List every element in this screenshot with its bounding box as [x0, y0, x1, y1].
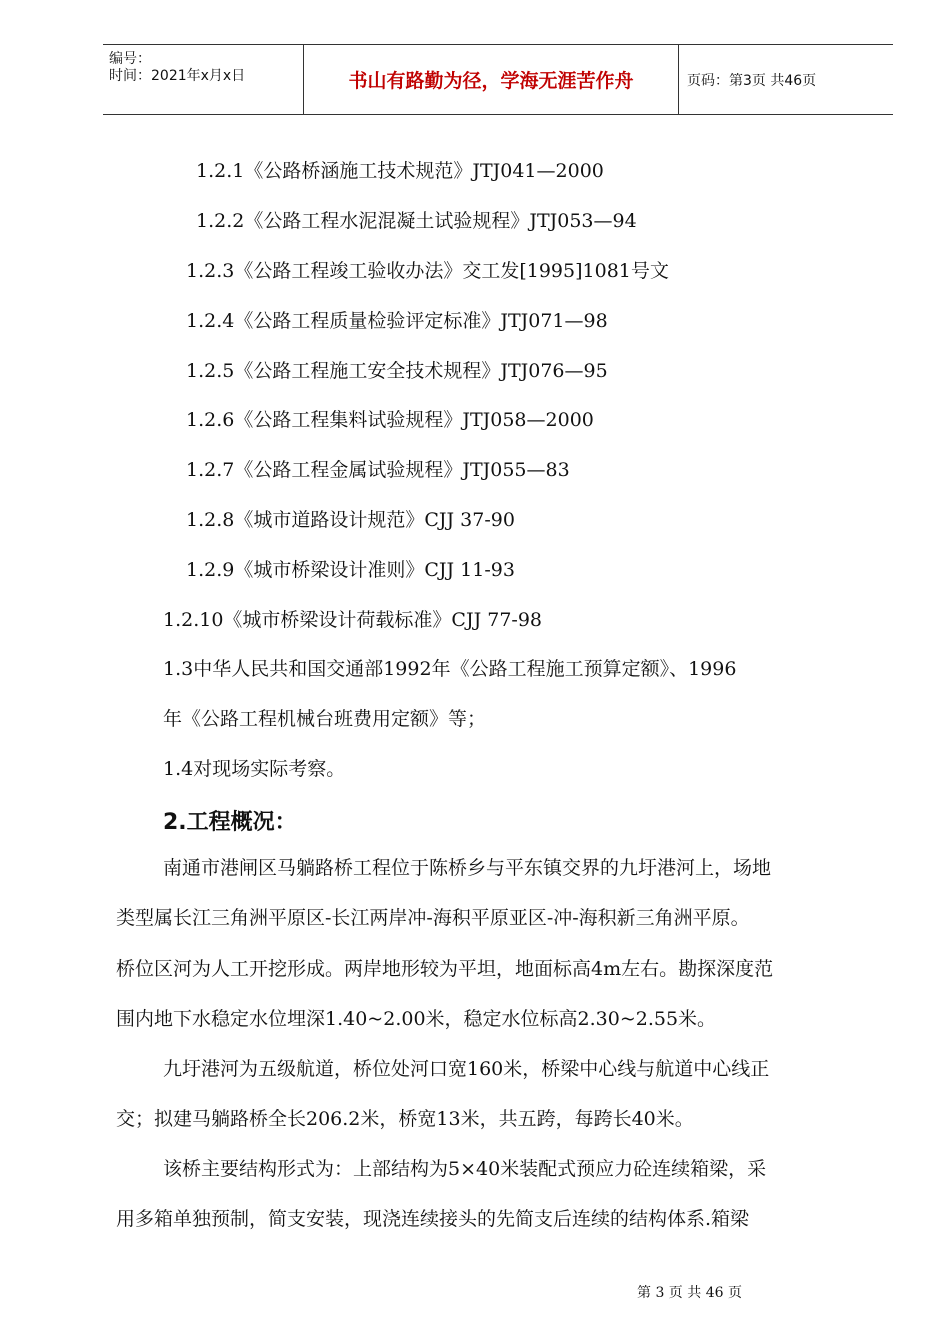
reference-item: 1.2.2《公路工程水泥混凝土试验规程》JTJ053—94 [196, 210, 637, 232]
body-line: 该桥主要结构形式为：上部结构为5×40米装配式预应力砼连续箱梁，采 [163, 1158, 767, 1180]
body-line: 用多箱单独预制，简支安装，现浇连续接头的先简支后连续的结构体系.箱梁 [116, 1208, 750, 1230]
reference-item: 1.2.9《城市桥梁设计准则》CJJ 11-93 [186, 559, 515, 581]
header-page-info: 页码：第3页 共46页 [687, 72, 817, 89]
reference-item: 1.2.3《公路工程竣工验收办法》交工发[1995]1081号文 [186, 260, 669, 282]
reference-item: 1.2.6《公路工程集料试验规程》JTJ058—2000 [186, 409, 594, 431]
reference-item: 1.2.4《公路工程质量检验评定标准》JTJ071—98 [186, 310, 608, 332]
page-footer: 第 3 页 共 46 页 [637, 1285, 742, 1301]
reference-item: 1.2.1《公路桥涵施工技术规范》JTJ041—2000 [196, 160, 604, 182]
header-motto: 书山有路勤为径，学海无涯苦作舟 [304, 45, 679, 114]
reference-item: 年《公路工程机械台班费用定额》等； [163, 708, 487, 730]
body-line: 围内地下水稳定水位埋深1.40~2.00米，稳定水位标高2.30~2.55米。 [116, 1008, 717, 1030]
reference-item: 1.2.5《公路工程施工安全技术规程》JTJ076—95 [186, 360, 608, 382]
body-line: 九圩港河为五级航道，桥位处河口宽160米，桥梁中心线与航道中心线正 [163, 1058, 770, 1080]
reference-item: 1.3中华人民共和国交通部1992年《公路工程施工预算定额》、1996 [163, 658, 737, 680]
reference-item: 1.2.8《城市道路设计规范》CJJ 37-90 [186, 509, 515, 531]
reference-item: 1.4对现场实际考察。 [163, 758, 346, 780]
header-meta [103, 45, 304, 114]
doc-number-label: 编号： [109, 51, 151, 67]
page-header [103, 44, 893, 115]
reference-item: 1.2.7《公路工程金属试验规程》JTJ055—83 [186, 459, 570, 481]
body-line: 交；拟建马躺路桥全长206.2米，桥宽13米，共五跨，每跨长40米。 [116, 1108, 694, 1130]
section-heading: 2.工程概况： [163, 810, 297, 835]
reference-item: 1.2.10《城市桥梁设计荷载标准》CJJ 77-98 [163, 609, 543, 631]
body-line: 类型属长江三角洲平原区-长江两岸冲-海积平原亚区-冲-海积新三角洲平原。 [116, 907, 750, 929]
body-line: 桥位区河为人工开挖形成。两岸地形较为平坦，地面标高4m左右。勘探深度范 [116, 958, 774, 980]
doc-time-label: 时间：2021年x月x日 [109, 68, 246, 84]
body-line: 南通市港闸区马躺路桥工程位于陈桥乡与平东镇交界的九圩港河上，场地 [163, 857, 772, 879]
